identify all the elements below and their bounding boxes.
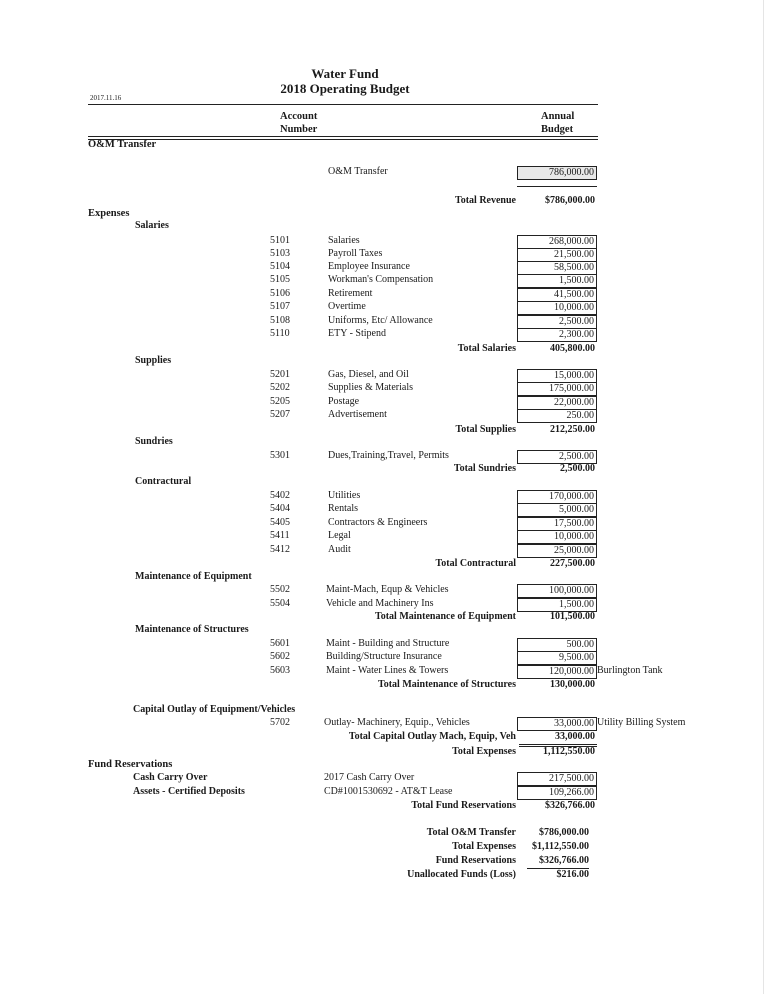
account-code: 5601 (270, 638, 290, 649)
total-fund-reservations-value: $326,766.00 (545, 800, 595, 811)
supplies-title: Supplies (135, 355, 172, 366)
line-item-desc: Utilities (328, 490, 361, 501)
line-item-value: 250.00 (517, 409, 597, 423)
summary-value: $1,112,550.00 (532, 841, 589, 852)
account-code: 5404 (270, 503, 290, 514)
om-transfer-desc: O&M Transfer (328, 166, 388, 177)
reservation-label: Cash Carry Over (133, 772, 208, 783)
account-code: 5101 (270, 235, 290, 246)
line-item-value: 268,000.00 (517, 235, 597, 249)
line-item-value: 10,000.00 (517, 301, 597, 315)
summary-label: Unallocated Funds (Loss) (407, 869, 516, 880)
line-item-value: 10,000.00 (517, 530, 597, 544)
account-code: 5602 (270, 651, 290, 662)
summary-value: $786,000.00 (539, 827, 589, 838)
maint-equipment-title: Maintenance of Equipment (135, 571, 252, 582)
total-maint-equipment-label: Total Maintenance of Equipment (374, 611, 516, 622)
total-expenses-value: 1,112,550.00 (543, 746, 595, 757)
account-code: 5207 (270, 409, 290, 420)
line-item-desc: Legal (328, 530, 351, 541)
account-code: 5201 (270, 369, 290, 380)
report-title: Water Fund (311, 66, 379, 81)
line-item-desc: Postage (328, 396, 360, 407)
col-budget-label-2: Budget (541, 124, 574, 135)
summary-label: Total O&M Transfer (426, 827, 516, 838)
account-code: 5402 (270, 490, 290, 501)
capital-outlay-title: Capital Outlay of Equipment/Vehicles (133, 704, 296, 715)
line-item-desc: Dues,Training,Travel, Permits (328, 450, 449, 461)
account-code: 5110 (270, 328, 290, 339)
line-item-desc: CD#1001530692 - AT&T Lease (324, 786, 453, 797)
line-item-value: 58,500.00 (517, 261, 597, 275)
total-maint-structures-value: 130,000.00 (550, 679, 595, 690)
fund-reservations-title: Fund Reservations (88, 759, 173, 770)
line-item-value: 5,000.00 (517, 503, 597, 517)
line-item-value: 109,266.00 (517, 786, 597, 800)
col-budget-label-1: Annual (541, 111, 575, 122)
salaries-title: Salaries (135, 220, 169, 231)
header-rule-2 (88, 139, 598, 140)
account-code: 5412 (270, 544, 290, 555)
account-code: 5405 (270, 517, 290, 528)
total-contractural-value: 227,500.00 (550, 558, 595, 569)
total-supplies-label: Total Supplies (455, 424, 516, 435)
line-item-note: Burlington Tank (597, 665, 663, 676)
line-item-desc: Uniforms, Etc/ Allowance (328, 315, 433, 326)
total-expenses-label: Total Expenses (452, 746, 516, 757)
total-sundries-label: Total Sundries (453, 463, 516, 474)
line-item-desc: Vehicle and Machinery Ins (326, 598, 434, 609)
total-revenue-value: $786,000.00 (545, 195, 595, 206)
total-fund-reservations-label: Total Fund Reservations (411, 800, 516, 811)
page-edge (763, 0, 764, 994)
account-code: 5103 (270, 248, 290, 259)
line-item-desc: Maint-Mach, Equp & Vehicles (326, 584, 449, 595)
account-code: 5603 (270, 665, 290, 676)
summary-label: Total Expenses (452, 841, 516, 852)
account-code: 5411 (270, 530, 290, 541)
line-item-value: 2,300.00 (517, 328, 597, 342)
line-item-value: 2,500.00 (517, 315, 597, 329)
total-supplies-value: 212,250.00 (550, 424, 595, 435)
header-rule-top (88, 104, 598, 105)
line-item-value: 33,000.00 (517, 717, 597, 731)
line-item-value: 9,500.00 (517, 651, 597, 665)
header-rule-1 (88, 136, 598, 137)
line-item-value: 15,000.00 (517, 369, 597, 383)
report-date: 2017.11.16 (90, 94, 122, 102)
account-code: 5105 (270, 274, 290, 285)
summary-label: Fund Reservations (435, 855, 516, 866)
capital-outlay-rule-1 (519, 744, 597, 745)
line-item-value: 17,500.00 (517, 517, 597, 531)
summary-value: $216.00 (556, 869, 589, 880)
line-item-note: Utility Billing System (597, 717, 686, 728)
line-item-desc: Maint - Building and Structure (326, 638, 450, 649)
col-account-label-2: Number (280, 124, 318, 135)
line-item-value: 120,000.00 (517, 665, 597, 679)
section-om-transfer: O&M Transfer (88, 139, 157, 150)
total-maint-structures-label: Total Maintenance of Structures (377, 679, 516, 690)
line-item-value: 21,500.00 (517, 248, 597, 262)
total-capital-outlay-value: 33,000.00 (555, 731, 595, 742)
account-code: 5205 (270, 396, 290, 407)
col-account-label-1: Account (280, 111, 318, 122)
account-code: 5107 (270, 301, 290, 312)
contractural-title: Contractural (135, 476, 192, 487)
total-sundries-value: 2,500.00 (560, 463, 595, 474)
line-item-value: 170,000.00 (517, 490, 597, 504)
line-item-desc: Advertisement (328, 409, 387, 420)
line-item-value: 2,500.00 (517, 450, 597, 464)
line-item-value: 217,500.00 (517, 772, 597, 786)
line-item-desc: Workman's Compensation (328, 274, 434, 285)
line-item-desc: Payroll Taxes (328, 248, 383, 259)
revenue-rule (517, 186, 597, 187)
expenses-title: Expenses (88, 208, 130, 219)
total-salaries-value: 405,800.00 (550, 343, 595, 354)
line-item-desc: Overtime (328, 301, 366, 312)
total-salaries-label: Total Salaries (457, 343, 516, 354)
line-item-desc: ETY - Stipend (328, 328, 386, 339)
om-transfer-value: 786,000.00 (517, 166, 597, 180)
account-code: 5702 (270, 717, 290, 728)
line-item-desc: Maint - Water Lines & Towers (326, 665, 449, 676)
maint-structures-title: Maintenance of Structures (135, 624, 249, 635)
total-contractural-label: Total Contractural (435, 558, 516, 569)
sundries-title: Sundries (135, 436, 173, 447)
line-item-value: 1,500.00 (517, 598, 597, 612)
line-item-desc: Rentals (328, 503, 358, 514)
account-code: 5108 (270, 315, 290, 326)
line-item-value: 25,000.00 (517, 544, 597, 558)
line-item-value: 41,500.00 (517, 288, 597, 302)
account-code: 5504 (270, 598, 290, 609)
line-item-desc: Contractors & Engineers (328, 517, 428, 528)
account-code: 5202 (270, 382, 290, 393)
line-item-value: 500.00 (517, 638, 597, 652)
line-item-desc: Gas, Diesel, and Oil (328, 369, 409, 380)
line-item-desc: Salaries (328, 235, 360, 246)
reservation-label: Assets - Certified Deposits (133, 786, 245, 797)
line-item-desc: Retirement (328, 288, 373, 299)
account-code: 5301 (270, 450, 290, 461)
line-item-value: 175,000.00 (517, 382, 597, 396)
line-item-desc: 2017 Cash Carry Over (324, 772, 415, 783)
summary-value: $326,766.00 (539, 855, 589, 866)
line-item-desc: Audit (328, 544, 351, 555)
line-item-desc: Supplies & Materials (328, 382, 413, 393)
total-maint-equipment-value: 101,500.00 (550, 611, 595, 622)
account-code: 5106 (270, 288, 290, 299)
line-item-value: 22,000.00 (517, 396, 597, 410)
line-item-value: 1,500.00 (517, 274, 597, 288)
total-revenue-label: Total Revenue (454, 195, 516, 206)
report-subtitle: 2018 Operating Budget (280, 81, 410, 96)
account-code: 5104 (270, 261, 290, 272)
account-code: 5502 (270, 584, 290, 595)
line-item-desc: Building/Structure Insurance (326, 651, 442, 662)
total-capital-outlay-label: Total Capital Outlay Mach, Equip, Veh (348, 731, 516, 742)
line-item-desc: Employee Insurance (328, 261, 410, 272)
line-item-desc: Outlay- Machinery, Equip., Vehicles (324, 717, 470, 728)
line-item-value: 100,000.00 (517, 584, 597, 598)
